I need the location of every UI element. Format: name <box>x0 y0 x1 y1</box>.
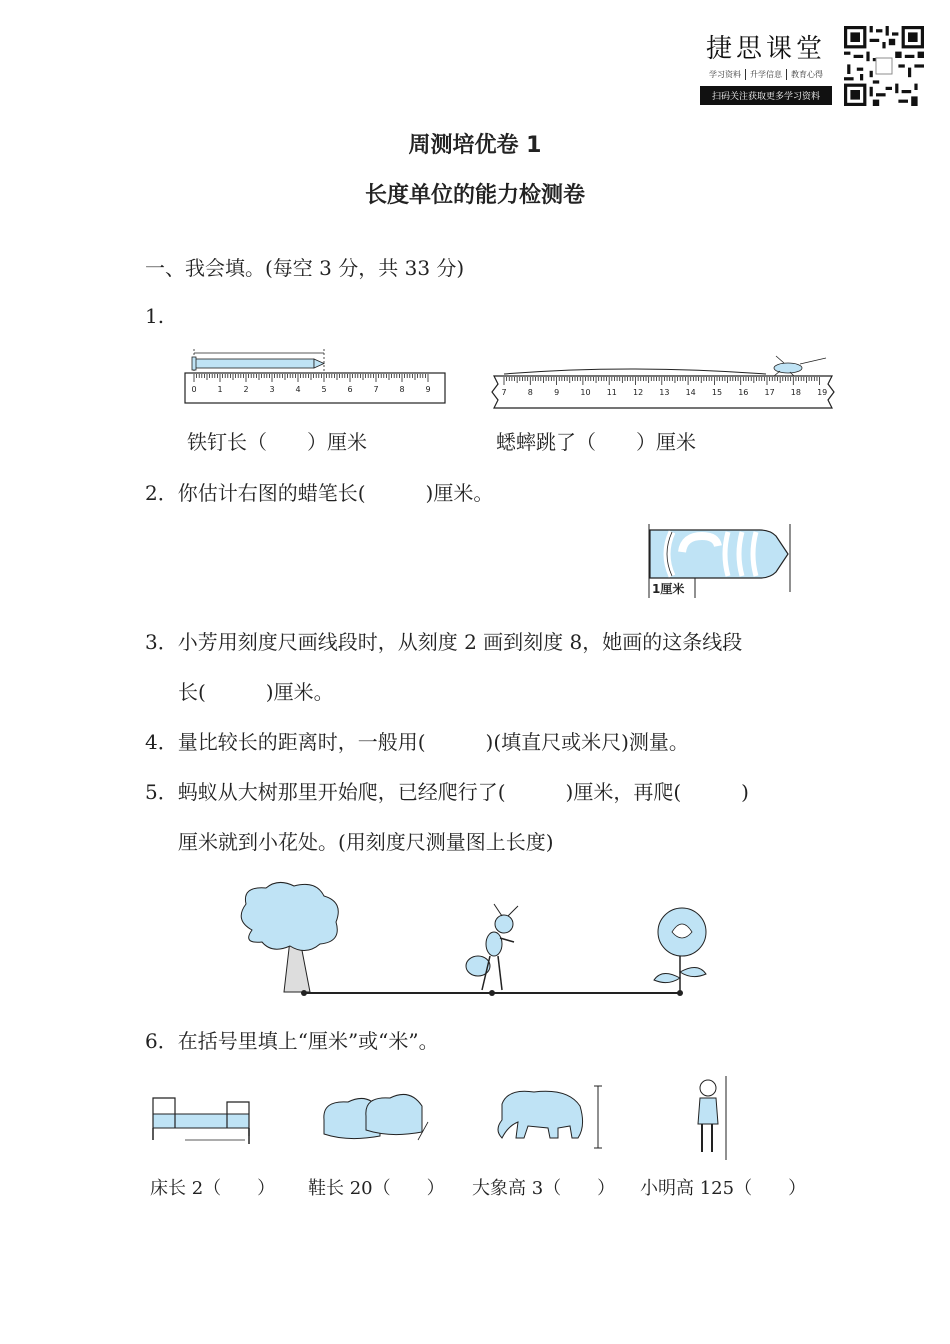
tree-icon <box>241 882 338 992</box>
ruler-tick-label: 5 <box>321 385 327 394</box>
crayon-icon <box>650 530 788 578</box>
ruler-tick-label: 7 <box>501 388 507 397</box>
page-title: 周测培优卷 1 <box>408 133 542 158</box>
brand-tag: 教育心得 <box>786 69 823 80</box>
question-5-line2: 厘米就到小花处。(用刻度尺测量图上长度) <box>178 830 554 854</box>
ruler-tick-label: 3 <box>269 385 275 394</box>
ruler-tick-label: 16 <box>738 388 749 397</box>
nail-ruler-figure <box>183 345 448 407</box>
shoes-icon <box>318 1080 430 1150</box>
q6-item-boy: 小明高 125（ ） <box>640 1178 807 1199</box>
brand-name: 捷思课堂 <box>705 34 826 64</box>
ruler-tick-label: 2 <box>243 385 249 394</box>
caption-nail: 铁钉长（ ）厘米 <box>187 430 367 454</box>
question-2: 2．你估计右图的蜡笔长( )厘米。 <box>145 481 494 505</box>
ruler-tick-label: 15 <box>711 388 723 397</box>
q6-item-shoe: 鞋长 20（ ） <box>308 1178 445 1199</box>
crayon-figure <box>642 522 794 600</box>
q6-item-elephant: 大象高 3（ ） <box>472 1178 616 1199</box>
brand-tag: 学习资料 <box>709 70 741 79</box>
brand-block <box>700 28 832 105</box>
brand-tags <box>700 69 832 80</box>
ruler-tick-label: 9 <box>425 385 431 394</box>
caption-cricket: 蟋蟀跳了（ ）厘米 <box>496 430 696 454</box>
ruler-tick-label: 13 <box>659 388 670 397</box>
question-6: 6．在括号里填上“厘米”或“米”。 <box>145 1029 439 1053</box>
cricket-ruler-figure <box>488 352 840 414</box>
ruler-tick-label: 14 <box>685 388 696 397</box>
boy-icon <box>690 1074 738 1164</box>
ruler-tick-label: 9 <box>554 388 560 397</box>
question-4: 4．量比较长的距离时，一般用( )(填直尺或米尺)测量。 <box>145 730 689 754</box>
qr-code-icon[interactable] <box>844 26 924 106</box>
bed-icon <box>145 1088 257 1148</box>
question-3-line1: 3．小芳用刻度尺画线段时，从刻度 2 画到刻度 8，她画的这条线段 <box>145 630 743 654</box>
ruler-tick-label: 1 <box>217 385 223 394</box>
q6-item-bed: 床长 2（ ） <box>150 1178 276 1199</box>
brand-tag: 升学信息 <box>745 69 782 80</box>
flower-icon <box>654 908 706 992</box>
ruler-tick-label: 8 <box>399 385 405 394</box>
ruler-tick-label: 10 <box>580 388 591 397</box>
question-5-line1: 5．蚂蚁从大树那里开始爬，已经爬行了( )厘米，再爬( ) <box>145 780 749 804</box>
ruler-tick-label: 12 <box>633 388 644 397</box>
ruler-tick-label: 17 <box>764 388 775 397</box>
ruler-tick-label: 8 <box>527 388 533 397</box>
ruler-tick-label: 19 <box>817 388 828 397</box>
brand-bar: 扫码关注获取更多学习资料 <box>700 86 832 105</box>
section-heading: 一、我会填。(每空 3 分，共 33 分) <box>145 256 465 280</box>
page-subtitle: 长度单位的能力检测卷 <box>364 183 585 208</box>
ruler-tick-label: 7 <box>373 385 379 394</box>
ruler-tick-label: 18 <box>790 388 801 397</box>
ruler-tick-label: 4 <box>295 385 301 394</box>
ant-path-figure <box>232 880 722 1000</box>
question-number: 1. <box>145 304 165 328</box>
ruler-tick-label: 0 <box>191 385 197 394</box>
cricket-icon <box>774 356 826 376</box>
question-3-line2: 长( )厘米。 <box>178 680 334 704</box>
ruler-tick-label: 6 <box>347 385 353 394</box>
crayon-unit-label: 1厘米 <box>652 582 685 596</box>
elephant-icon <box>488 1082 608 1152</box>
ant-icon <box>466 904 518 990</box>
ruler-tick-label: 11 <box>606 388 617 397</box>
nail-icon <box>194 359 314 368</box>
